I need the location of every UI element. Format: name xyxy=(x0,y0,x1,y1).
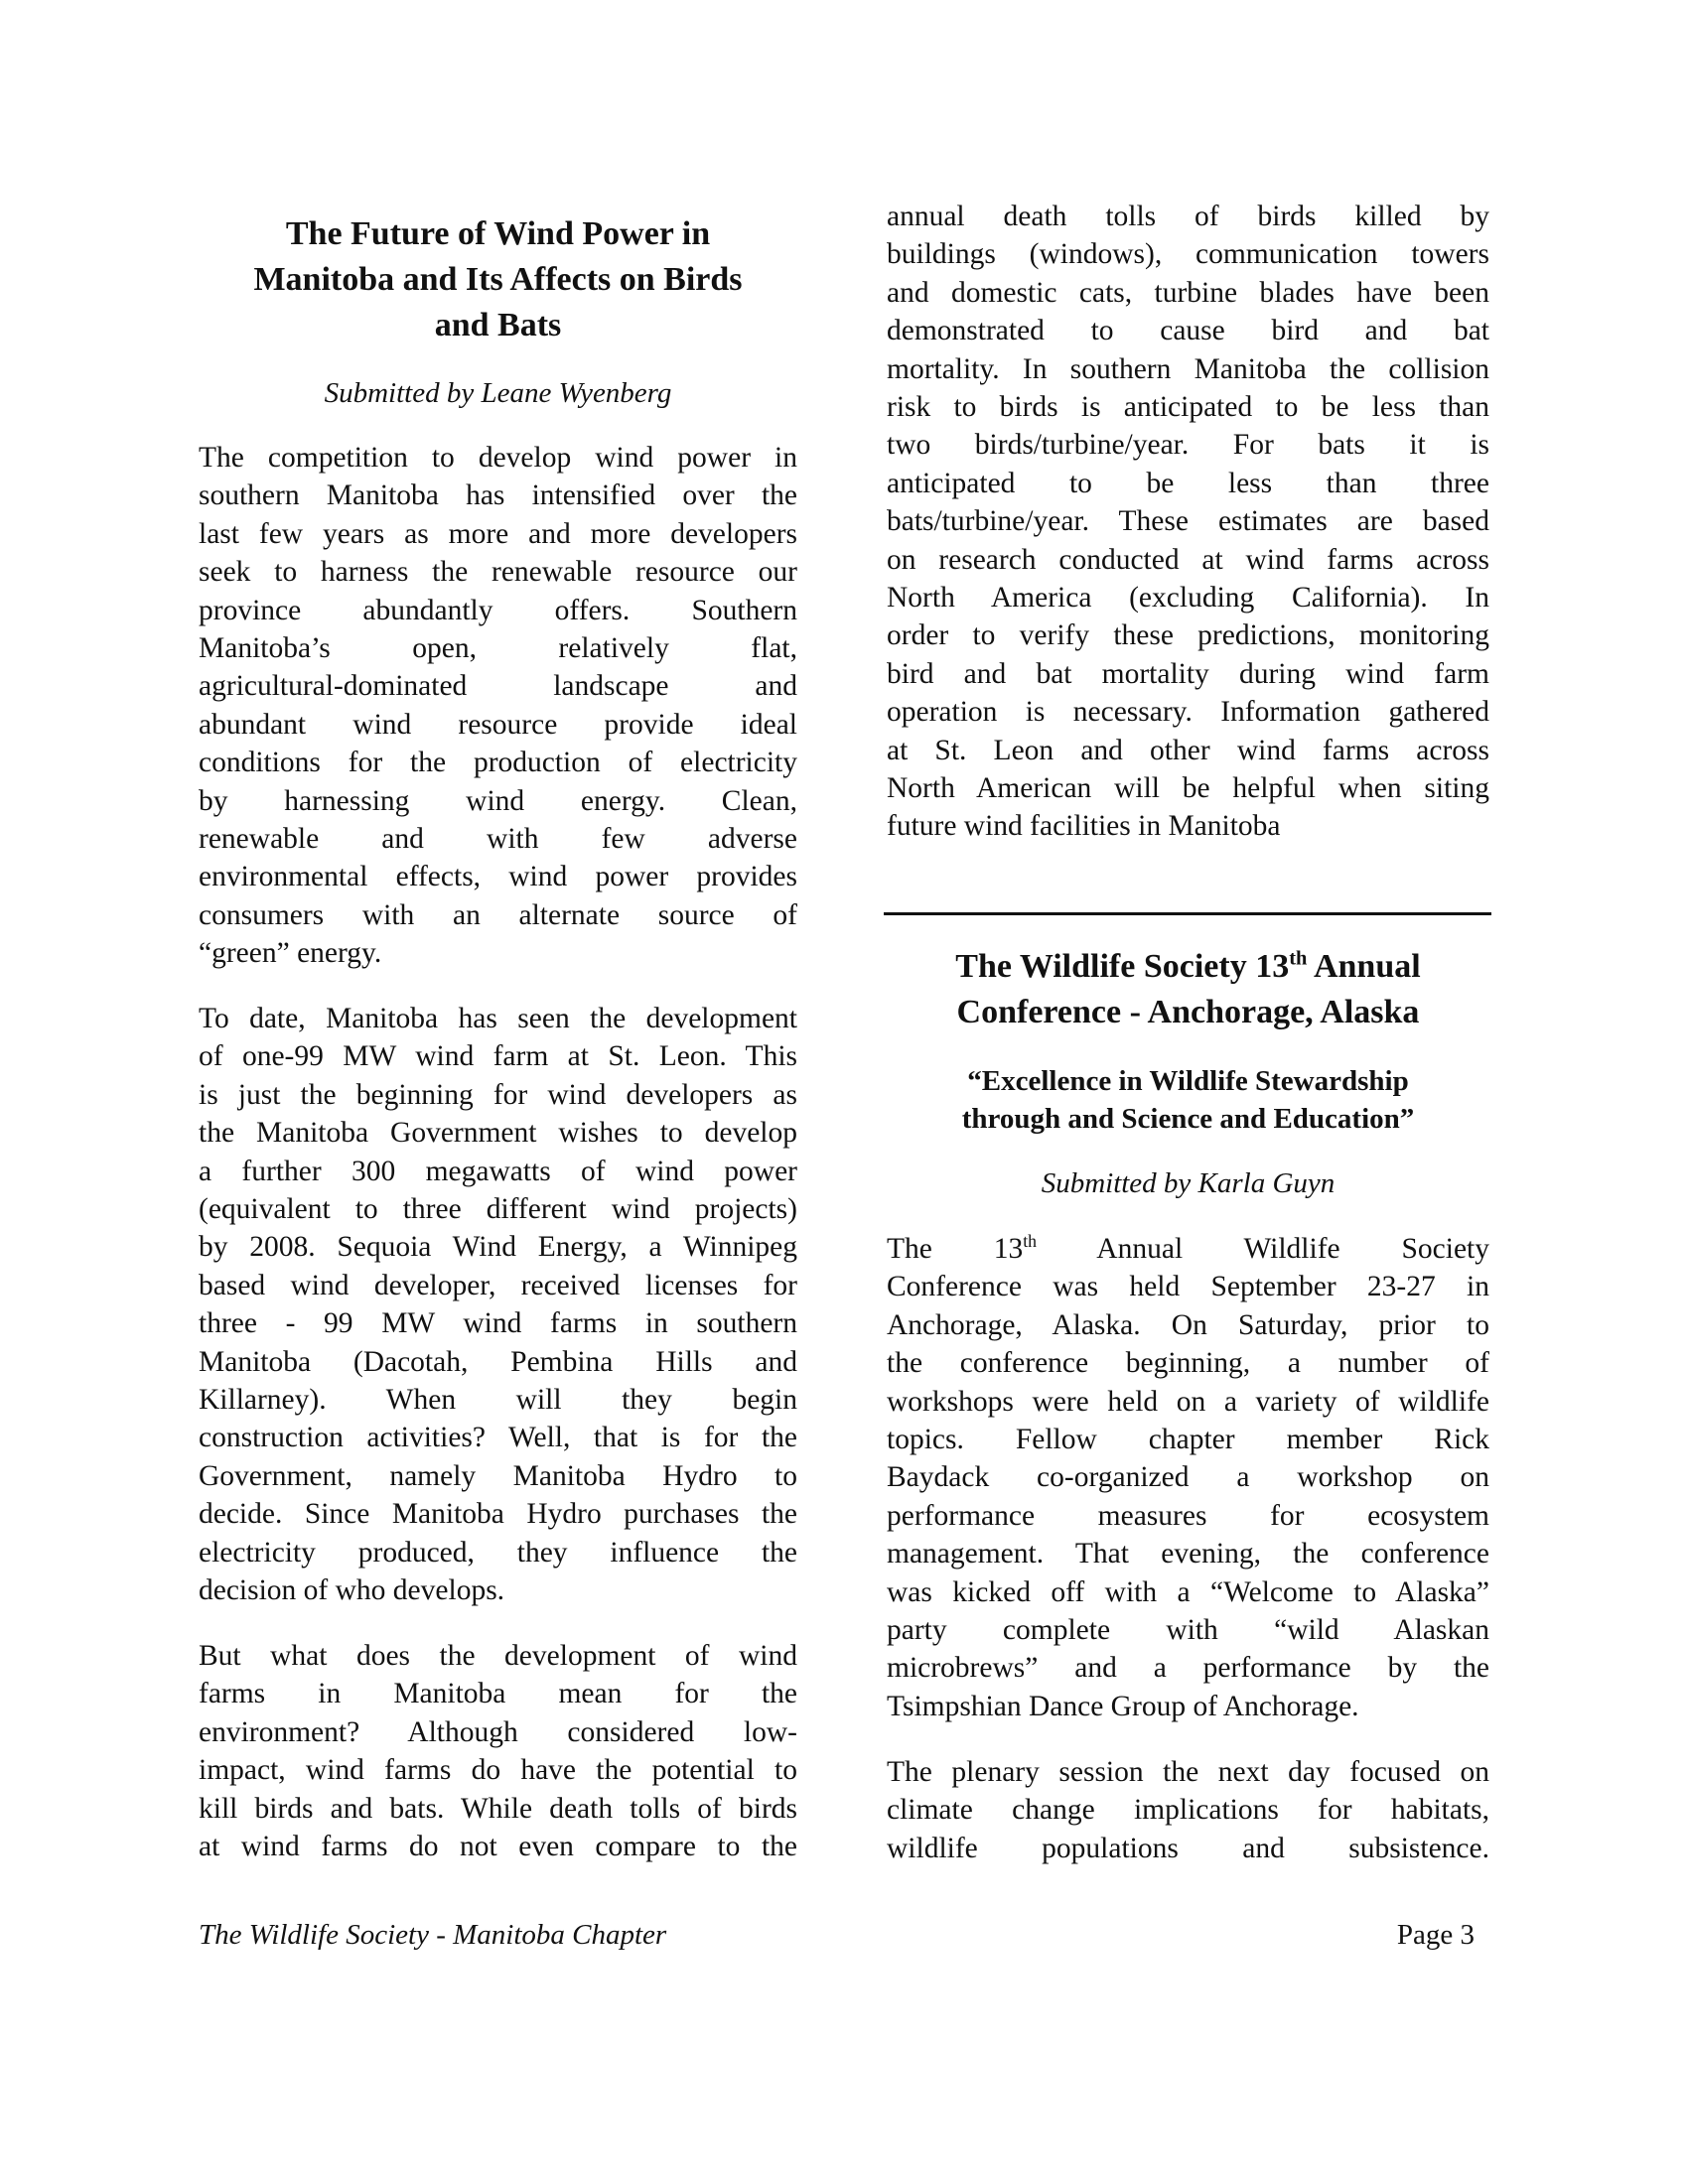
text-line: was kicked off with a “Welcome to Alaska” xyxy=(887,1575,1489,1608)
ordinal-suffix: th xyxy=(1023,1231,1038,1252)
text-line: Government, namely Manitoba Hydro to xyxy=(199,1459,797,1492)
text-line: and domestic cats, turbine blades have been xyxy=(887,276,1489,309)
text-line: Tsimpshian Dance Group of Anchorage. xyxy=(887,1690,1359,1722)
text-line: North American will be helpful when siting xyxy=(887,772,1489,804)
text-line xyxy=(887,1230,1489,1268)
text-line: (equivalent to three different wind projects) xyxy=(199,1193,797,1225)
text-line: Manitoba’s open, relatively flat, xyxy=(199,632,797,664)
text-line: a further 300 megawatts of wind power xyxy=(199,1155,797,1187)
text-line: The competition to develop wind power in xyxy=(199,442,797,474)
text-line: province abundantly offers. Southern xyxy=(199,594,797,626)
text-line: risk to birds is anticipated to be less than xyxy=(887,391,1489,423)
section-divider xyxy=(884,912,1491,915)
article-title-line: Manitoba and Its Affects on Birds xyxy=(253,261,743,298)
text-line: kill birds and bats. While death tolls of birds xyxy=(199,1792,797,1825)
text-line: seek to harness the renewable resource our xyxy=(199,556,797,589)
text-line: farms in Manitoba mean for the xyxy=(199,1678,797,1710)
text-line: by 2008. Sequoia Wind Energy, a Winnipeg xyxy=(199,1231,797,1264)
text-line: climate change implications for habitats, xyxy=(887,1794,1489,1827)
article-byline: Submitted by Karla Guyn xyxy=(1041,1167,1336,1199)
text-line: party complete with “wild Alaskan xyxy=(887,1614,1489,1646)
article-title-line: The Future of Wind Power in xyxy=(285,215,711,252)
text-line: workshops were held on a variety of wildlife xyxy=(887,1385,1489,1418)
text-line: To date, Manitoba has seen the development xyxy=(199,1003,797,1034)
text-line: renewable and with few adverse xyxy=(199,823,797,855)
text-line: two birds/turbine/year. For bats it is xyxy=(887,429,1489,462)
text-line: future wind facilities in Manitoba xyxy=(887,810,1281,843)
text-fragment: Annual Wildlife Society xyxy=(1037,1233,1489,1265)
text-line: Conference was held September 23-27 in xyxy=(887,1271,1489,1303)
text-line: environment? Although considered low- xyxy=(199,1715,797,1748)
text-line: bird and bat mortality during wind farm xyxy=(887,657,1489,690)
text-line: impact, wind farms do have the potential to xyxy=(199,1754,797,1787)
text-line: conditions for the production of electricity xyxy=(199,747,797,779)
text-line: order to verify these predictions, monitoring xyxy=(887,619,1489,652)
article-subtitle-line: through and Science and Education” xyxy=(961,1103,1415,1135)
text-line: topics. Fellow chapter member Rick xyxy=(887,1424,1489,1455)
left-column xyxy=(199,0,797,2184)
text-line: last few years as more and more developers xyxy=(199,517,797,550)
text-line: abundant wind resource provide ideal xyxy=(199,708,797,741)
text-line: three - 99 MW wind farms in southern xyxy=(199,1307,797,1340)
text-line: annual death tolls of birds killed by xyxy=(887,201,1489,232)
text-line: “green” energy. xyxy=(199,937,382,970)
footer-page-number: Page 3 xyxy=(1396,1919,1475,1951)
text-line: based wind developer, received licenses for xyxy=(199,1269,797,1301)
text-line: the conference beginning, a number of xyxy=(887,1347,1489,1380)
text-line: electricity produced, they influence the xyxy=(199,1536,797,1569)
text-line: bats/turbine/year. These estimates are based xyxy=(887,505,1489,538)
article-subtitle-line: “Excellence in Wildlife Stewardship xyxy=(967,1065,1409,1097)
text-line: wildlife populations and subsistence. xyxy=(887,1832,1489,1864)
title-text: The Wildlife Society 13 xyxy=(955,948,1290,985)
text-line: North America (excluding California). In xyxy=(887,582,1489,614)
right-column xyxy=(887,0,1489,2184)
ordinal-suffix: th xyxy=(1289,947,1308,970)
text-line: at wind farms do not even compare to the xyxy=(199,1831,797,1862)
text-line: The plenary session the next day focused on xyxy=(887,1756,1489,1788)
article-title-line: Conference - Anchorage, Alaska xyxy=(956,994,1420,1030)
text-line: Killarney). When will they begin xyxy=(199,1384,797,1416)
title-text: Annual xyxy=(1307,948,1421,985)
text-fragment: The 13 xyxy=(887,1233,1024,1265)
text-line: Baydack co-organized a workshop on xyxy=(887,1461,1489,1494)
text-line: on research conducted at wind farms across xyxy=(887,543,1489,576)
text-line: Manitoba (Dacotah, Pembina Hills and xyxy=(199,1345,797,1378)
text-line: is just the beginning for wind developers as xyxy=(199,1078,797,1111)
text-line: management. That evening, the conference xyxy=(887,1538,1489,1570)
text-line: consumers with an alternate source of xyxy=(199,898,797,931)
text-line: Anchorage, Alaska. On Saturday, prior to xyxy=(887,1308,1489,1341)
text-line: construction activities? Well, that is for the xyxy=(199,1422,797,1454)
text-line: But what does the development of wind xyxy=(199,1640,797,1672)
text-line: decide. Since Manitoba Hydro purchases the xyxy=(199,1498,797,1531)
text-line: microbrews” and a performance by the xyxy=(887,1652,1489,1685)
article-byline: Submitted by Leane Wyenberg xyxy=(324,377,672,409)
text-line: buildings (windows), communication towers xyxy=(887,238,1489,271)
text-line: at St. Leon and other wind farms across xyxy=(887,734,1489,766)
text-line: performance measures for ecosystem xyxy=(887,1499,1489,1532)
text-line: environmental effects, wind power provides xyxy=(199,861,797,893)
text-line: demonstrated to cause bird and bat xyxy=(887,315,1489,347)
text-line: operation is necessary. Information gathered xyxy=(887,696,1489,729)
article-title-line: and Bats xyxy=(434,307,562,343)
footer-publication: The Wildlife Society - Manitoba Chapter xyxy=(199,1919,667,1951)
text-line: by harnessing wind energy. Clean, xyxy=(199,784,797,817)
text-line: anticipated to be less than three xyxy=(887,467,1489,499)
text-line: the Manitoba Government wishes to develop xyxy=(199,1117,797,1150)
text-line: decision of who develops. xyxy=(199,1574,505,1606)
text-line: mortality. In southern Manitoba the collision xyxy=(887,352,1489,385)
text-line: southern Manitoba has intensified over the xyxy=(199,479,797,512)
article-title-line xyxy=(887,944,1489,990)
text-line: of one-99 MW wind farm at St. Leon. This xyxy=(199,1040,797,1073)
text-line: agricultural-dominated landscape and xyxy=(199,670,797,703)
